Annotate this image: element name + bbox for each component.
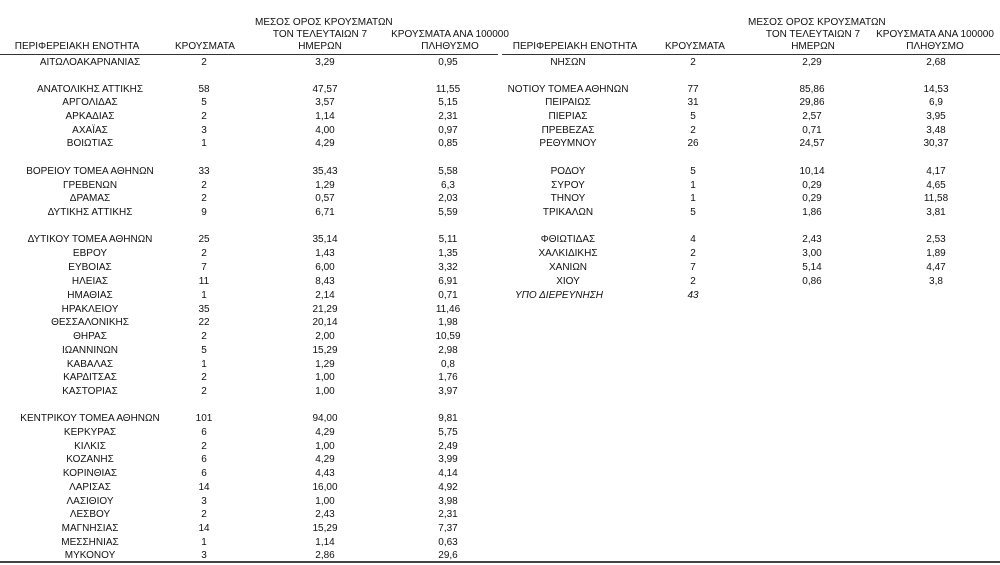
right-per100k-cell: 4,65 [926, 180, 946, 191]
left-avg-cell: 16,00 [312, 482, 338, 493]
header-text: ΠΕΡΙΦΕΡΕΙΑΚΗ ΕΝΟΤΗΤΑ [14, 41, 140, 52]
left-region-cell: ΜΑΓΝΗΣΙΑΣ [61, 523, 119, 534]
left-avg-cell: 1,00 [315, 372, 335, 383]
right-header-rule [502, 54, 1000, 55]
left-avg-cell: 4,29 [315, 454, 335, 465]
left-region-cell: ΚΟΡΙΝΘΙΑΣ [62, 468, 118, 479]
left-cases-cell: 2 [201, 331, 207, 342]
right-per100k-cell: 2,53 [926, 234, 946, 245]
left-avg-cell: 94,00 [312, 413, 338, 424]
left-per100k-cell: 2,31 [438, 111, 458, 122]
table-row [0, 125, 1000, 137]
left-region-cell: ΚΕΝΤΡΙΚΟΥ ΤΟΜΕΑ ΑΘΗΝΩΝ [20, 413, 160, 424]
left-header-avg [255, 17, 393, 53]
right-cases-cell: 26 [687, 138, 699, 149]
left-region-cell: ΚΙΛΚΙΣ [74, 441, 106, 452]
right-per100k-cell: 4,17 [926, 166, 946, 177]
table-row [0, 207, 1000, 219]
right-header-cases [655, 41, 735, 53]
left-per100k-cell: 0,71 [438, 290, 458, 301]
right-header-per100k [872, 29, 998, 53]
left-avg-cell: 8,43 [315, 276, 335, 287]
left-cases-cell: 58 [198, 84, 210, 95]
right-avg-cell: 2,57 [802, 111, 822, 122]
right-per100k-cell: 1,89 [926, 248, 946, 259]
table-row [0, 482, 1000, 494]
left-per100k-cell: 5,75 [438, 427, 458, 438]
header-text: ΗΜΕΡΩΝ [791, 41, 835, 52]
left-avg-cell: 21,29 [312, 304, 338, 315]
right-avg-cell: 2,29 [802, 57, 822, 68]
left-region-cell: ΜΕΣΣΗΝΙΑΣ [61, 537, 119, 548]
right-avg-cell: 29,86 [799, 97, 825, 108]
table-row [0, 262, 1000, 274]
header-text: ΚΡΟΥΣΜΑΤΑ ΑΝΑ 100000 [876, 29, 994, 40]
left-region-cell: ΚΑΡΔΙΤΣΑΣ [63, 372, 117, 383]
table-row [0, 537, 1000, 549]
left-region-cell: ΑΙΤΩΛΟΑΚΑΡΝΑΝΙΑΣ [39, 57, 141, 68]
header-text: ΗΜΕΡΩΝ [298, 41, 342, 52]
right-avg-cell: 2,43 [802, 234, 822, 245]
left-avg-cell: 1,00 [315, 441, 335, 452]
left-per100k-cell: 5,58 [438, 166, 458, 177]
header-text: ΚΡΟΥΣΜΑΤΑ [665, 41, 725, 52]
table-row [0, 413, 1000, 425]
left-cases-cell: 11 [198, 276, 210, 287]
table-row [0, 496, 1000, 508]
left-region-cell: ΑΡΚΑΔΙΑΣ [65, 111, 115, 122]
left-region-cell: ΛΑΣΙΘΙΟΥ [66, 496, 114, 507]
left-region-cell: ΗΛΕΙΑΣ [71, 276, 109, 287]
table-row [0, 97, 1000, 109]
left-per100k-cell: 11,55 [435, 84, 461, 95]
left-per100k-cell: 2,03 [438, 193, 458, 204]
right-cases-cell: 2 [690, 57, 696, 68]
table-row [0, 276, 1000, 288]
right-per100k-cell: 11,58 [923, 193, 949, 204]
right-cases-cell: 4 [690, 234, 696, 245]
right-avg-cell: 0,29 [802, 180, 822, 191]
left-region-cell: ΑΡΓΟΛΙΔΑΣ [62, 97, 118, 108]
right-region-cell: ΝΟΤΙΟΥ ΤΟΜΕΑ ΑΘΗΝΩΝ [507, 84, 629, 95]
left-avg-cell: 2,43 [315, 509, 335, 520]
left-avg-cell: 2,00 [315, 331, 335, 342]
left-region-cell: ΘΕΣΣΑΛΟΝΙΚΗΣ [51, 317, 129, 328]
left-avg-cell: 3,29 [315, 57, 335, 68]
left-avg-cell: 2,86 [315, 550, 335, 561]
right-cases-cell: 2 [690, 125, 696, 136]
table-row [0, 331, 1000, 343]
left-cases-cell: 3 [201, 550, 207, 561]
right-region-cell: ΠΙΕΡΙΑΣ [548, 111, 588, 122]
right-cases-cell: 2 [690, 248, 696, 259]
table-row [0, 193, 1000, 205]
left-per100k-cell: 0,85 [438, 138, 458, 149]
right-region-cell: ΥΠΟ ΔΙΕΡΕΥΝΗΣΗ [515, 290, 603, 301]
table-row [0, 248, 1000, 260]
table-row [0, 84, 1000, 96]
left-region-cell: ΓΡΕΒΕΝΩΝ [62, 180, 118, 191]
right-avg-cell: 1,86 [802, 207, 822, 218]
table-row [0, 290, 1000, 302]
right-avg-cell: 24,57 [799, 138, 825, 149]
table-row [0, 468, 1000, 480]
left-cases-cell: 1 [201, 290, 207, 301]
right-cases-cell: 31 [687, 97, 699, 108]
right-cases-cell: 5 [690, 207, 696, 218]
left-region-cell: ΘΗΡΑΣ [73, 331, 107, 342]
table-row [0, 111, 1000, 123]
left-per100k-cell: 5,15 [438, 97, 458, 108]
left-per100k-cell: 5,59 [438, 207, 458, 218]
right-avg-cell: 10,14 [799, 166, 825, 177]
left-cases-cell: 2 [201, 180, 207, 191]
left-per100k-cell: 4,92 [438, 482, 458, 493]
left-avg-cell: 15,29 [312, 523, 338, 534]
right-avg-cell: 5,14 [802, 262, 822, 273]
left-avg-cell: 6,00 [315, 262, 335, 273]
left-region-cell: ΒΟΡΕΙΟΥ ΤΟΜΕΑ ΑΘΗΝΩΝ [26, 166, 154, 177]
right-cases-cell: 43 [687, 290, 699, 301]
right-region-cell: ΡΕΘΥΜΝΟΥ [539, 138, 597, 149]
left-cases-cell: 2 [201, 509, 207, 520]
left-per100k-cell: 29,6 [438, 550, 458, 561]
left-cases-cell: 2 [201, 248, 207, 259]
left-avg-cell: 35,14 [312, 234, 338, 245]
left-header-region [2, 41, 152, 53]
table-row [0, 523, 1000, 535]
table-row [0, 509, 1000, 521]
left-cases-cell: 5 [201, 97, 207, 108]
header-text: ΜΕΣΟΣ ΟΡΟΣ ΚΡΟΥΣΜΑΤΩΝ [255, 17, 393, 28]
left-per100k-cell: 11,46 [435, 304, 461, 315]
header-text: ΚΡΟΥΣΜΑΤΑ [175, 41, 235, 52]
left-avg-cell: 4,29 [315, 138, 335, 149]
left-cases-cell: 101 [195, 413, 213, 424]
left-avg-cell: 4,43 [315, 468, 335, 479]
left-avg-cell: 47,57 [312, 84, 338, 95]
right-per100k-cell: 3,8 [929, 276, 943, 287]
left-per100k-cell: 3,99 [438, 454, 458, 465]
left-cases-cell: 5 [201, 345, 207, 356]
left-header-per100k [385, 29, 515, 53]
left-cases-cell: 1 [201, 359, 207, 370]
left-region-cell: ΕΒΡΟΥ [72, 248, 108, 259]
left-per100k-cell: 6,91 [438, 276, 458, 287]
left-header-rule [0, 54, 498, 55]
left-cases-cell: 2 [201, 193, 207, 204]
left-region-cell: ΚΕΡΚΥΡΑΣ [63, 427, 117, 438]
left-header-cases [165, 41, 245, 53]
left-avg-cell: 1,14 [315, 111, 335, 122]
left-avg-cell: 0,57 [315, 193, 335, 204]
header-text: ΚΡΟΥΣΜΑΤΑ ΑΝΑ 100000 [391, 29, 509, 40]
header-text: ΠΛΗΘΥΣΜΟ [906, 41, 964, 52]
right-region-cell: ΡΟΔΟΥ [550, 166, 586, 177]
right-per100k-cell: 14,53 [923, 84, 949, 95]
left-per100k-cell: 0,63 [438, 537, 458, 548]
left-per100k-cell: 6,3 [441, 180, 455, 191]
left-region-cell: ΛΕΣΒΟΥ [69, 509, 111, 520]
table-row [0, 166, 1000, 178]
right-region-cell: ΣΥΡΟΥ [551, 180, 585, 191]
right-header-region [505, 41, 645, 53]
table-row [0, 359, 1000, 371]
left-region-cell: ΚΑΒΑΛΑΣ [66, 359, 114, 370]
left-per100k-cell: 2,98 [438, 345, 458, 356]
left-per100k-cell: 1,98 [438, 317, 458, 328]
right-region-cell: ΧΑΝΙΩΝ [548, 262, 588, 273]
left-cases-cell: 2 [201, 57, 207, 68]
right-region-cell: ΧΑΛΚΙΔΙΚΗΣ [538, 248, 598, 259]
left-region-cell: ΜΥΚΟΝΟΥ [64, 550, 116, 561]
right-per100k-cell: 30,37 [923, 138, 949, 149]
left-avg-cell: 15,29 [312, 345, 338, 356]
left-per100k-cell: 2,31 [438, 509, 458, 520]
left-region-cell: ΚΑΣΤΟΡΙΑΣ [62, 386, 118, 397]
right-avg-cell: 0,71 [802, 125, 822, 136]
left-cases-cell: 2 [201, 372, 207, 383]
left-cases-cell: 3 [201, 496, 207, 507]
left-avg-cell: 1,00 [315, 386, 335, 397]
left-cases-cell: 2 [201, 441, 207, 452]
right-region-cell: ΦΘΙΩΤΙΔΑΣ [540, 234, 596, 245]
header-text: ΤΟΝ ΤΕΛΕΥΤΑΙΩΝ 7 [765, 29, 861, 40]
right-cases-cell: 1 [690, 193, 696, 204]
left-per100k-cell: 0,97 [438, 125, 458, 136]
left-avg-cell: 4,00 [315, 125, 335, 136]
bottom-rule [0, 561, 1000, 563]
table-row [0, 317, 1000, 329]
left-per100k-cell: 9,81 [438, 413, 458, 424]
right-per100k-cell: 4,47 [926, 262, 946, 273]
left-per100k-cell: 0,8 [441, 359, 455, 370]
right-region-cell: ΠΡΕΒΕΖΑΣ [541, 125, 595, 136]
left-avg-cell: 1,29 [315, 180, 335, 191]
left-avg-cell: 1,00 [315, 496, 335, 507]
table-row [0, 372, 1000, 384]
left-avg-cell: 1,29 [315, 359, 335, 370]
left-avg-cell: 1,14 [315, 537, 335, 548]
left-cases-cell: 35 [198, 304, 210, 315]
left-avg-cell: 1,43 [315, 248, 335, 259]
table-row [0, 427, 1000, 439]
left-cases-cell: 14 [198, 482, 210, 493]
right-per100k-cell: 3,95 [926, 111, 946, 122]
table-row [0, 180, 1000, 192]
left-per100k-cell: 0,95 [438, 57, 458, 68]
left-region-cell: ΕΥΒΟΙΑΣ [68, 262, 112, 273]
left-cases-cell: 6 [201, 468, 207, 479]
left-region-cell: ΔΥΤΙΚΟΥ ΤΟΜΕΑ ΑΘΗΝΩΝ [27, 234, 153, 245]
table-row [0, 454, 1000, 466]
right-avg-cell: 0,29 [802, 193, 822, 204]
left-avg-cell: 6,71 [315, 207, 335, 218]
header-text: ΠΛΗΘΥΣΜΟ [421, 41, 479, 52]
left-region-cell: ΗΜΑΘΙΑΣ [67, 290, 113, 301]
right-cases-cell: 5 [690, 166, 696, 177]
left-region-cell: ΑΧΑΪΑΣ [72, 125, 108, 136]
right-region-cell: ΧΙΟΥ [556, 276, 580, 287]
table-row [0, 441, 1000, 453]
left-avg-cell: 35,43 [312, 166, 338, 177]
table-row [0, 345, 1000, 357]
left-cases-cell: 1 [201, 537, 207, 548]
header-text: ΜΕΣΟΣ ΟΡΟΣ ΚΡΟΥΣΜΑΤΩΝ [748, 17, 886, 28]
left-region-cell: ΒΟΙΩΤΙΑΣ [66, 138, 114, 149]
right-per100k-cell: 3,81 [926, 207, 946, 218]
left-cases-cell: 6 [201, 454, 207, 465]
right-region-cell: ΝΗΣΩΝ [550, 57, 586, 68]
left-avg-cell: 2,14 [315, 290, 335, 301]
right-region-cell: ΤΡΙΚΑΛΩΝ [542, 207, 594, 218]
left-per100k-cell: 2,49 [438, 441, 458, 452]
left-per100k-cell: 4,14 [438, 468, 458, 479]
left-per100k-cell: 5,11 [438, 234, 458, 245]
left-cases-cell: 25 [198, 234, 210, 245]
table-row [0, 304, 1000, 316]
left-cases-cell: 2 [201, 111, 207, 122]
left-avg-cell: 4,29 [315, 427, 335, 438]
right-cases-cell: 7 [690, 262, 696, 273]
table-row [0, 386, 1000, 398]
left-cases-cell: 2 [201, 386, 207, 397]
right-cases-cell: 2 [690, 276, 696, 287]
left-cases-cell: 3 [201, 125, 207, 136]
left-avg-cell: 3,57 [315, 97, 335, 108]
left-region-cell: ΔΥΤΙΚΗΣ ΑΤΤΙΚΗΣ [47, 207, 133, 218]
right-avg-cell: 3,00 [802, 248, 822, 259]
left-region-cell: ΑΝΑΤΟΛΙΚΗΣ ΑΤΤΙΚΗΣ [36, 84, 144, 95]
table-row [0, 57, 1000, 69]
right-region-cell: ΤΗΝΟΥ [550, 193, 586, 204]
left-cases-cell: 22 [198, 317, 210, 328]
left-cases-cell: 7 [201, 262, 207, 273]
right-avg-cell: 0,86 [802, 276, 822, 287]
right-cases-cell: 1 [690, 180, 696, 191]
left-per100k-cell: 3,98 [438, 496, 458, 507]
left-per100k-cell: 7,37 [438, 523, 458, 534]
right-region-cell: ΠΕΙΡΑΙΩΣ [545, 97, 591, 108]
left-region-cell: ΛΑΡΙΣΑΣ [69, 482, 111, 493]
left-avg-cell: 20,14 [312, 317, 338, 328]
left-per100k-cell: 3,97 [438, 386, 458, 397]
right-cases-cell: 77 [687, 84, 699, 95]
left-per100k-cell: 1,35 [438, 248, 458, 259]
table-row [0, 138, 1000, 150]
left-cases-cell: 1 [201, 138, 207, 149]
header-text: ΤΟΝ ΤΕΛΕΥΤΑΙΩΝ 7 [272, 29, 368, 40]
right-avg-cell: 85,86 [799, 84, 825, 95]
header-text: ΠΕΡΙΦΕΡΕΙΑΚΗ ΕΝΟΤΗΤΑ [512, 41, 638, 52]
left-cases-cell: 6 [201, 427, 207, 438]
left-per100k-cell: 10,59 [435, 331, 461, 342]
left-region-cell: ΔΡΑΜΑΣ [69, 193, 111, 204]
right-cases-cell: 5 [690, 111, 696, 122]
left-region-cell: ΙΩΑΝΝΙΝΩΝ [61, 345, 119, 356]
left-region-cell: ΗΡΑΚΛΕΙΟΥ [61, 304, 119, 315]
right-per100k-cell: 3,48 [926, 125, 946, 136]
left-cases-cell: 33 [198, 166, 210, 177]
left-cases-cell: 14 [198, 523, 210, 534]
table-row [0, 234, 1000, 246]
left-per100k-cell: 3,32 [438, 262, 458, 273]
left-cases-cell: 9 [201, 207, 207, 218]
right-header-avg [748, 17, 886, 53]
left-region-cell: ΚΟΖΑΝΗΣ [66, 454, 114, 465]
left-per100k-cell: 1,76 [438, 372, 458, 383]
right-per100k-cell: 2,68 [926, 57, 946, 68]
right-per100k-cell: 6,9 [929, 97, 943, 108]
